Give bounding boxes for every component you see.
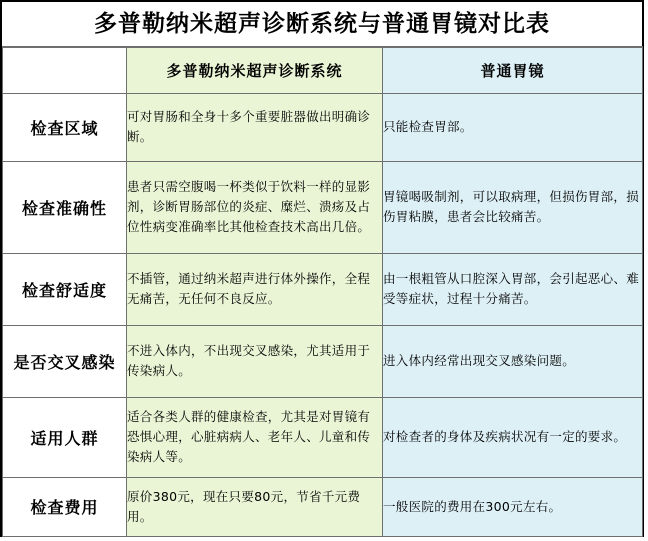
page-title: 多普勒纳米超声诊断系统与普通胃镜对比表 [2,2,642,46]
gastroscope-cell: 由一根粗管从口腔深入胃部，会引起恶心、难受等症状，过程十分痛苦。 [383,253,643,325]
doppler-cell: 原价380元，现在只要80元，节省千元费用。 [127,477,383,536]
table-row [3,477,643,536]
gastroscope-cell: 胃镜喝吸制剂，可以取病理，但损伤胃部，损伤胃粘膜，患者会比较痛苦。 [383,161,643,253]
gastroscope-cell: 进入体内经常出现交叉感染问题。 [383,325,643,397]
doppler-cell: 适合各类人群的健康检查，尤其是对胃镜有恐惧心理，心脏病病人、老年人、儿童和传染病人等。 [127,397,383,477]
gastroscope-cell: 对检查者的身体及疾病状况有一定的要求。 [383,397,643,477]
table-row [3,325,643,397]
doppler-cell: 不进入体内，不出现交叉感染，尤其适用于传染病人。 [127,325,383,397]
comparison-table [2,46,643,537]
table-header-row [3,47,643,93]
doppler-cell: 患者只需空腹喝一杯类似于饮料一样的显影剂，诊断胃肠部位的炎症、糜烂、溃疡及占位性病变准确率比其他检查技术高出几倍。 [127,161,383,253]
row-label: 是否交叉感染 [3,325,127,397]
header-gastroscope: 普通胃镜 [383,47,643,93]
header-corner-cell [3,47,127,93]
row-label: 检查准确性 [3,161,127,253]
row-label: 检查舒适度 [3,253,127,325]
gastroscope-cell: 一般医院的费用在300元左右。 [383,477,643,536]
doppler-cell: 不插管，通过纳米超声进行体外操作，全程无痛苦，无任何不良反应。 [127,253,383,325]
table-row [3,397,643,477]
row-label: 适用人群 [3,397,127,477]
header-doppler-system: 多普勒纳米超声诊断系统 [127,47,383,93]
row-label: 检查费用 [3,477,127,536]
table-row [3,93,643,161]
doppler-cell: 可对胃肠和全身十多个重要脏器做出明确诊断。 [127,93,383,161]
gastroscope-cell: 只能检查胃部。 [383,93,643,161]
row-label: 检查区域 [3,93,127,161]
table-row [3,253,643,325]
table-row [3,161,643,253]
